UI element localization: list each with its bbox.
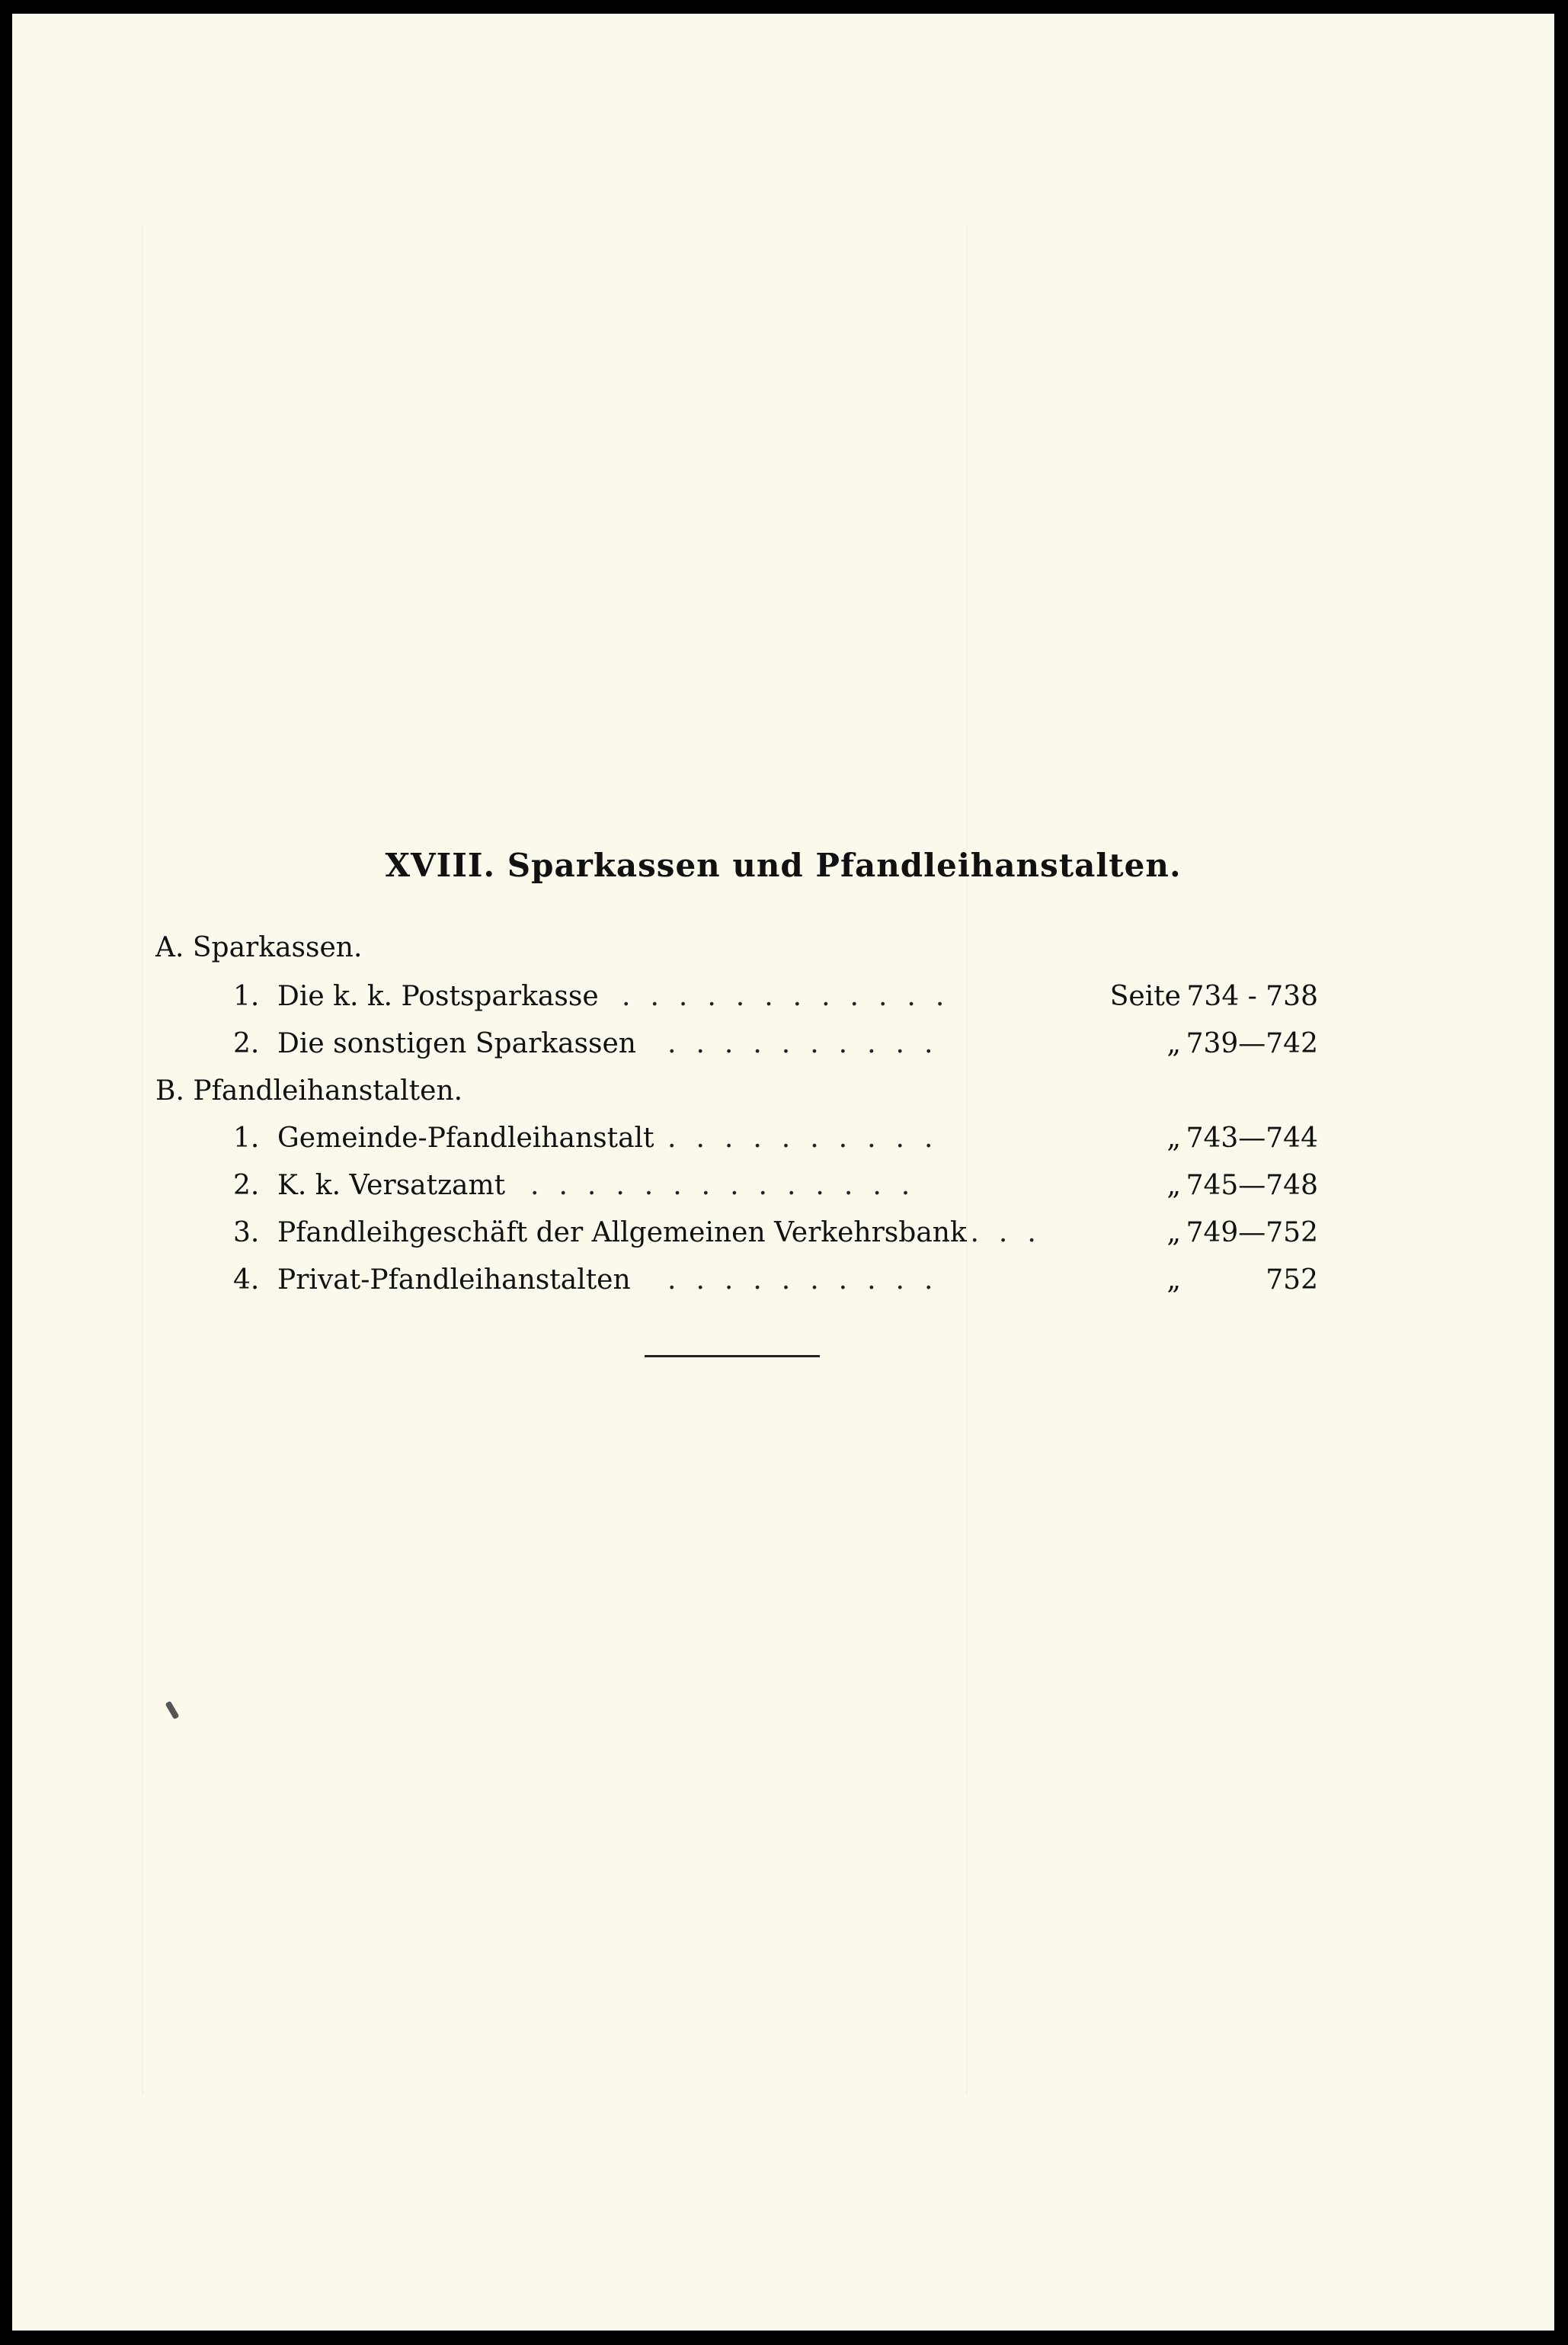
leader-dots: .......... (667, 1264, 953, 1296)
entry-number: 4. (233, 1264, 260, 1296)
leader-dots: .............. (530, 1170, 930, 1201)
toc-entry (233, 1117, 1318, 1160)
toc-entry (233, 975, 1318, 1018)
leader-dots: .... (942, 1217, 1056, 1248)
entry-number: 1. (233, 1123, 260, 1154)
page-prefix: „ (1166, 1170, 1181, 1201)
page-range: 749—752 (1186, 1217, 1318, 1248)
page-prefix: „ (1166, 1123, 1181, 1154)
entry-number: 2. (233, 1170, 260, 1201)
page-prefix: „ (1166, 1217, 1181, 1248)
entry-title: K. k. Versatzamt (277, 1170, 506, 1201)
book-page (12, 14, 1554, 2331)
page-range: 745—748 (1186, 1170, 1318, 1201)
end-rule (645, 1355, 820, 1357)
toc-entry (233, 1164, 1318, 1207)
entry-title: Privat-Pfandleihanstalten (277, 1264, 631, 1296)
chapter-heading: XVIII. Sparkassen und Pfandleihanstalten. (385, 847, 1182, 884)
bleed-through-shadow (142, 227, 968, 2094)
leader-dots: .......... (667, 1123, 953, 1154)
leader-dots: ............ (622, 981, 965, 1012)
entry-title: Die sonstigen Sparkassen (277, 1028, 636, 1059)
leader-dots: .......... (667, 1028, 953, 1059)
page-prefix: „ (1166, 1264, 1181, 1296)
entry-number: 3. (233, 1217, 260, 1248)
section-label-a: A. Sparkassen. (155, 932, 363, 963)
entry-title: Pfandleihgeschäft der Allgemeinen Verkehrsbank (277, 1217, 967, 1248)
page-prefix: Seite (1109, 981, 1181, 1012)
toc-entry (233, 1023, 1318, 1065)
page-range: 752 (1266, 1264, 1318, 1296)
entry-title: Gemeinde-Pfandleihanstalt (277, 1123, 654, 1154)
section-label-b: B. Pfandleihanstalten. (155, 1075, 463, 1107)
entry-number: 2. (233, 1028, 260, 1059)
entry-number: 1. (233, 981, 260, 1012)
entry-title: Die k. k. Postsparkasse (277, 981, 599, 1012)
page-prefix: „ (1166, 1028, 1181, 1059)
page-range: 743—744 (1186, 1123, 1318, 1154)
page-range: 734 - 738 (1186, 981, 1318, 1012)
toc-entry (233, 1259, 1318, 1302)
page-range: 739—742 (1186, 1028, 1318, 1059)
toc-entry (233, 1212, 1318, 1254)
